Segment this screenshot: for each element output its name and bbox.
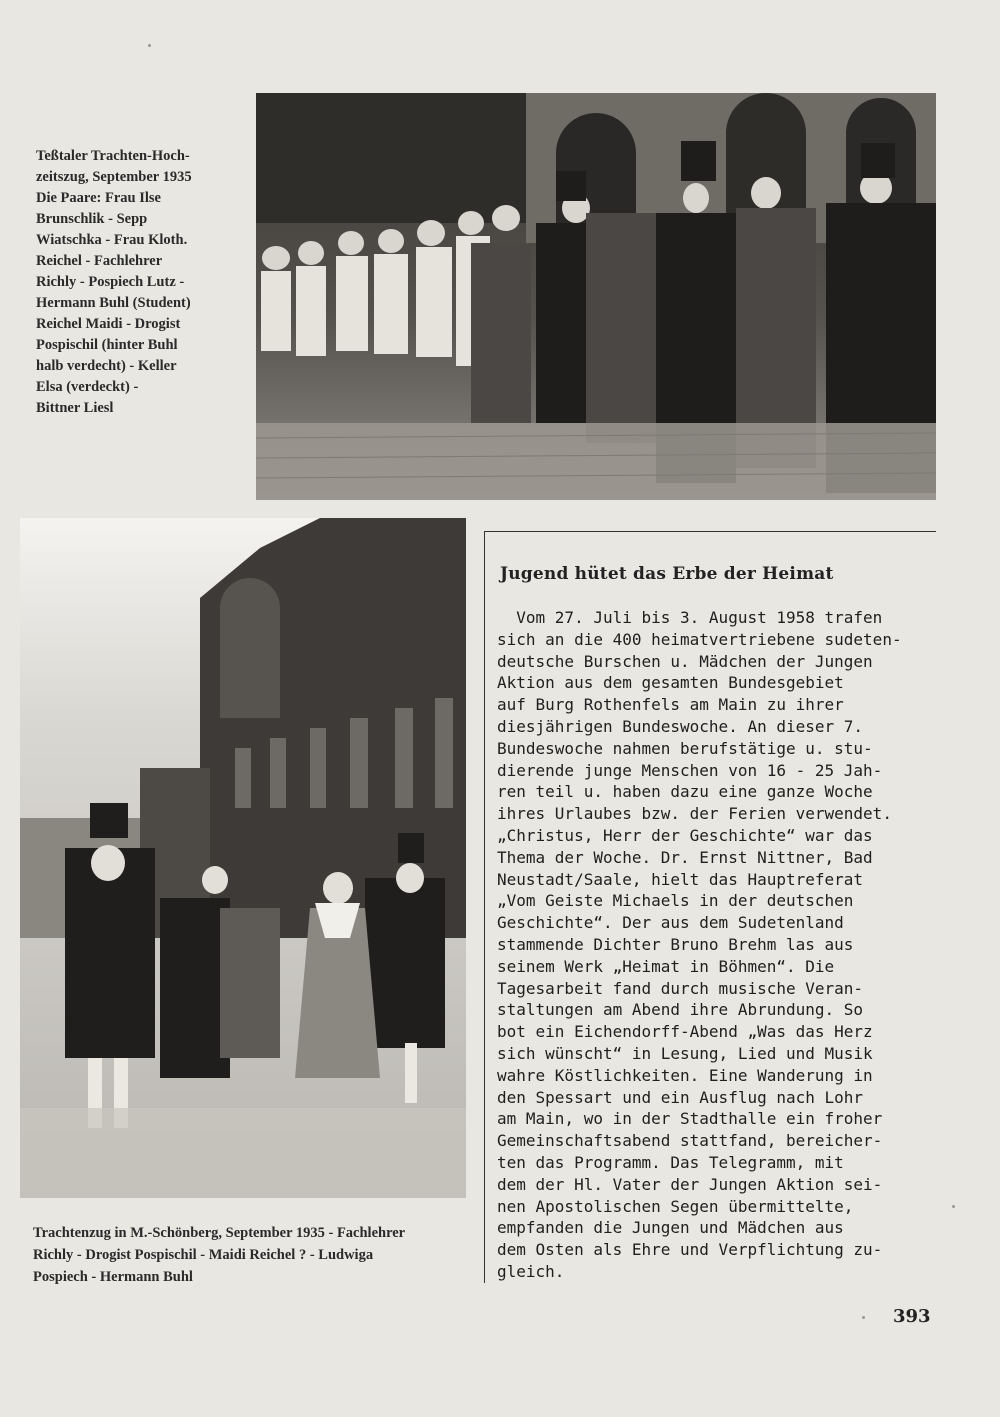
caption-line: Reichel Maidi - Drogist bbox=[36, 316, 181, 332]
caption-line: halb verdecht) - Keller bbox=[36, 358, 177, 374]
article-line: „Christus, Herr der Geschichte“ war das bbox=[497, 825, 873, 845]
photo-wedding-procession bbox=[256, 93, 936, 500]
photo-costume-parade-image bbox=[20, 518, 466, 1198]
article-body bbox=[497, 607, 937, 1283]
caption-line: Brunschlik - Sepp bbox=[36, 211, 148, 227]
paper-speck bbox=[148, 44, 151, 47]
article-line: empfanden die Jungen und Mädchen aus bbox=[497, 1218, 844, 1238]
article-line: ten das Programm. Das Telegramm, mit bbox=[497, 1152, 844, 1172]
article-line: Neustadt/Saale, hielt das Hauptreferat bbox=[497, 869, 864, 889]
article-title: Jugend hütet das Erbe der Heimat bbox=[500, 564, 834, 584]
article-line: ren teil u. haben dazu eine ganze Woche bbox=[497, 782, 873, 802]
article-line: nen Apostolischen Segen übermittelte, bbox=[497, 1196, 854, 1216]
article-line: wahre Köstlichkeiten. Eine Wanderung in bbox=[497, 1065, 873, 1085]
bottom-photo-caption bbox=[33, 1222, 483, 1288]
caption-line: zeitszug, September 1935 bbox=[36, 169, 192, 185]
article-line: den Spessart und ein Ausflug nach Lohr bbox=[497, 1087, 864, 1107]
caption-line: Richly - Pospiech Lutz - bbox=[36, 274, 185, 290]
paper-speck bbox=[862, 1316, 865, 1319]
article-top-rule bbox=[484, 531, 936, 532]
caption-line: Pospischil (hinter Buhl bbox=[36, 337, 178, 353]
paper-speck bbox=[952, 1205, 955, 1208]
caption-line: Reichel - Fachlehrer bbox=[36, 253, 163, 269]
article-line: Gemeinschaftsabend stattfand, bereicher- bbox=[497, 1131, 883, 1151]
caption-line: Die Paare: Frau Ilse bbox=[36, 190, 161, 206]
article-line: dem der Hl. Vater der Jungen Aktion sei- bbox=[497, 1174, 883, 1194]
article-line: stammende Dichter Bruno Brehm las aus bbox=[497, 934, 854, 954]
caption-line: Wiatschka - Frau Kloth. bbox=[36, 232, 188, 248]
article-line: Thema der Woche. Dr. Ernst Nittner, Bad bbox=[497, 847, 873, 867]
caption-line: Hermann Buhl (Student) bbox=[36, 295, 191, 311]
article-line: dierende junge Menschen von 16 - 25 Jah- bbox=[497, 760, 883, 780]
article-line: auf Burg Rothenfels am Main zu ihrer bbox=[497, 695, 844, 715]
page-number: 393 bbox=[893, 1306, 931, 1327]
caption-line: Elsa (verdeckt) - bbox=[36, 379, 139, 395]
article-line: Geschichte“. Der aus dem Sudetenland bbox=[497, 913, 844, 933]
article-line: ihres Urlaubes bzw. der Ferien verwendet. bbox=[497, 804, 892, 824]
caption-line: Richly - Drogist Pospischil - Maidi Reichel ? - Ludwiga bbox=[33, 1247, 374, 1263]
photo-costume-parade bbox=[20, 518, 466, 1198]
article-line: diesjährigen Bundeswoche. An dieser 7. bbox=[497, 716, 864, 736]
article-line: dem Osten als Ehre und Verpflichtung zu- bbox=[497, 1240, 883, 1260]
article-line: sich wünscht“ in Lesung, Lied und Musik bbox=[497, 1043, 873, 1063]
article-line: bot ein Eichendorff-Abend „Was das Herz bbox=[497, 1022, 873, 1042]
article-line: am Main, wo in der Stadthalle ein froher bbox=[497, 1109, 883, 1129]
article-line: deutsche Burschen u. Mädchen der Jungen bbox=[497, 651, 873, 671]
article-line: gleich. bbox=[497, 1261, 565, 1281]
caption-line: Bittner Liesl bbox=[36, 400, 114, 416]
photo-wedding-procession-image bbox=[256, 93, 936, 500]
article-line: „Vom Geiste Michaels in der deutschen bbox=[497, 891, 854, 911]
article-line: Bundeswoche nahmen berufstätige u. stu- bbox=[497, 738, 873, 758]
caption-line: Trachtenzug in M.-Schönberg, September 1935 - Fachlehrer bbox=[33, 1225, 406, 1241]
article-left-rule bbox=[484, 531, 485, 1283]
article-line: staltungen am Abend ihre Abrundung. So bbox=[497, 1000, 864, 1020]
article-line: Tagesarbeit fand durch musische Veran- bbox=[497, 978, 864, 998]
caption-line: Teßtaler Trachten-Hoch- bbox=[36, 148, 190, 164]
article-line: seinem Werk „Heimat in Böhmen“. Die bbox=[497, 956, 835, 976]
article-line: Aktion aus dem gesamten Bundesgebiet bbox=[497, 673, 844, 693]
article-line: Vom 27. Juli bis 3. August 1958 trafen bbox=[497, 608, 883, 627]
article-line: sich an die 400 heimatvertriebene sudeten- bbox=[497, 629, 902, 649]
caption-line: Pospiech - Hermann Buhl bbox=[33, 1269, 193, 1285]
top-photo-caption bbox=[36, 146, 241, 419]
